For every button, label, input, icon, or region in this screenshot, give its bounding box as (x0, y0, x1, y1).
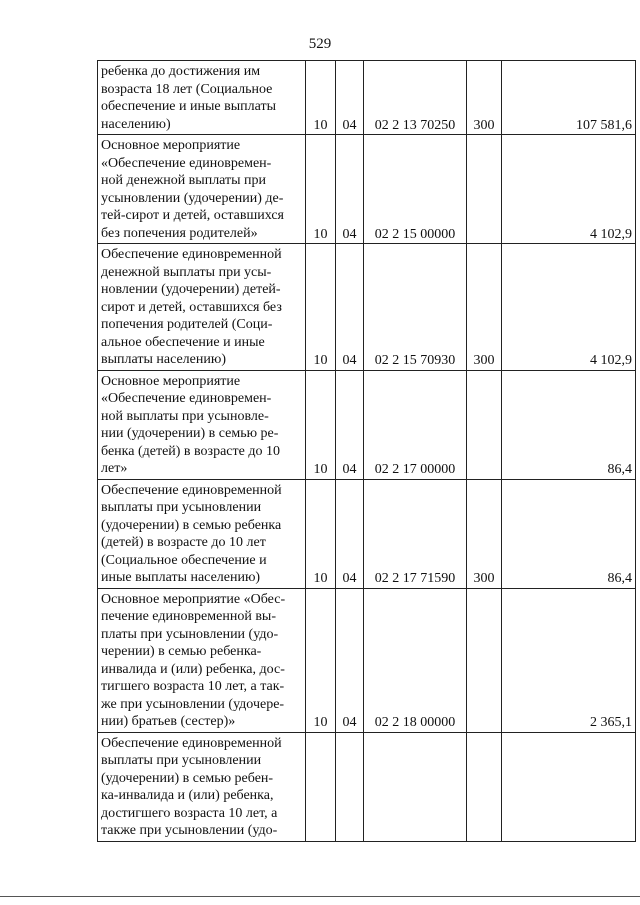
row-name-line: выплаты населению) (101, 352, 226, 367)
subsection-code-cell (336, 732, 364, 841)
row-name-cell (98, 244, 306, 371)
row-name-line: (удочерении) в семью ребенка (101, 517, 282, 533)
subsection-code-cell: 04 (336, 61, 364, 135)
row-name-line: (детей) в возрасте до 10 лет (101, 535, 266, 550)
expense-type-cell: 300 (467, 61, 502, 135)
row-name-line: платы при усыновлении (удо- (101, 626, 279, 642)
target-article-cell (364, 732, 467, 841)
amount-cell: 2 365,1 (502, 588, 636, 732)
row-name-line: ной денежной выплаты при (101, 173, 267, 188)
row-name-line: (удочерении) в семью ребен- (101, 770, 274, 786)
row-name-cell (98, 370, 306, 479)
target-article-cell: 02 2 17 71590 (364, 479, 467, 588)
row-name-line: достигшего возраста 10 лет, а (101, 805, 278, 821)
expense-type-cell: 300 (467, 244, 502, 371)
section-code-cell: 10 (306, 370, 336, 479)
row-name-cell (98, 61, 306, 135)
expense-type-cell (467, 135, 502, 244)
row-name-line: нии) братьев (сестер)» (101, 714, 236, 729)
table-row (98, 135, 636, 244)
amount-cell: 107 581,6 (502, 61, 636, 135)
subsection-code-cell: 04 (336, 370, 364, 479)
section-code-cell: 10 (306, 244, 336, 371)
row-name-cell (98, 479, 306, 588)
row-name-line: (Социальное обеспечение и (101, 552, 267, 568)
target-article-cell: 02 2 15 00000 (364, 135, 467, 244)
amount-cell: 86,4 (502, 479, 636, 588)
row-name-line: денежной выплаты при усы- (101, 264, 272, 280)
row-name-line: лет» (101, 461, 128, 476)
row-name-line: нии (удочерении) в семью ре- (101, 426, 279, 441)
row-name-line: выплаты при усыновлении (101, 500, 262, 515)
row-name-line: Основное мероприятие «Обес- (101, 591, 286, 607)
row-name-line: ной выплаты при усыновле- (101, 408, 269, 424)
target-article-cell: 02 2 13 70250 (364, 61, 467, 135)
row-name-cell (98, 588, 306, 732)
row-name-line: Обеспечение единовременной (101, 482, 282, 498)
footer-rule (0, 896, 640, 897)
table-row (98, 244, 636, 371)
row-name-line: Обеспечение единовременной (101, 735, 282, 751)
section-code-cell: 10 (306, 135, 336, 244)
row-name-line: новлении (удочерении) детей- (101, 282, 281, 297)
target-article-cell: 02 2 18 00000 (364, 588, 467, 732)
subsection-code-cell: 04 (336, 588, 364, 732)
table-row (98, 732, 636, 841)
row-name-line: усыновлении (удочерении) де- (101, 190, 284, 206)
table-row (98, 588, 636, 732)
subsection-code-cell: 04 (336, 135, 364, 244)
row-name-line: возраста 18 лет (Социальное (101, 81, 273, 97)
section-code-cell: 10 (306, 588, 336, 732)
amount-cell: 86,4 (502, 370, 636, 479)
row-name-line: населению) (101, 116, 171, 132)
row-name-line: тигшего возраста 10 лет, а так- (101, 679, 285, 694)
row-name-line: «Обеспечение единовремен- (101, 155, 272, 171)
expense-type-cell (467, 732, 502, 841)
section-code-cell (306, 732, 336, 841)
row-name-line: попечения родителей (Соци- (101, 317, 273, 332)
page-number: 529 (308, 36, 332, 52)
table-row (98, 370, 636, 479)
row-name-line: иные выплаты населению) (101, 570, 261, 585)
row-name-line: же при усыновлении (удочере- (101, 696, 285, 712)
target-article-cell: 02 2 17 00000 (364, 370, 467, 479)
expense-type-cell (467, 588, 502, 732)
row-name-line: черении) в семью ребенка- (101, 644, 262, 659)
row-name-line: «Обеспечение единовремен- (101, 391, 272, 406)
section-code-cell: 10 (306, 479, 336, 588)
row-name-line: без попечения родителей» (101, 225, 258, 241)
amount-cell: 4 102,9 (502, 135, 636, 244)
row-name-line: обеспечение и иные выплаты (101, 99, 276, 114)
row-name-line: Обеспечение единовременной (101, 247, 282, 262)
row-name-line: ка-инвалида и (или) ребенка, (101, 788, 274, 803)
row-name-line: альное обеспечение и иные (101, 334, 265, 350)
row-name-line: бенка (детей) в возрасте до 10 (101, 443, 280, 459)
table-row (98, 61, 636, 135)
subsection-code-cell: 04 (336, 479, 364, 588)
row-name-line: печение единовременной вы- (101, 609, 276, 624)
row-name-line: Основное мероприятие (101, 373, 241, 389)
row-name-line: сирот и детей, оставшихся без (101, 299, 282, 315)
subsection-code-cell: 04 (336, 244, 364, 371)
table-body (98, 61, 636, 842)
table-row (98, 479, 636, 588)
budget-table (97, 60, 636, 842)
target-article-cell: 02 2 15 70930 (364, 244, 467, 371)
expense-type-cell (467, 370, 502, 479)
row-name-cell (98, 732, 306, 841)
expense-type-cell: 300 (467, 479, 502, 588)
row-name-line: тей-сирот и детей, оставшихся (101, 208, 284, 223)
row-name-line: также при усыновлении (удо- (101, 823, 278, 838)
row-name-line: ребенка до достижения им (101, 64, 261, 79)
amount-cell: 4 102,9 (502, 244, 636, 371)
amount-cell (502, 732, 636, 841)
row-name-line: инвалида и (или) ребенка, дос- (101, 661, 285, 677)
row-name-line: выплаты при усыновлении (101, 753, 262, 768)
row-name-cell (98, 135, 306, 244)
section-code-cell: 10 (306, 61, 336, 135)
row-name-line: Основное мероприятие (101, 138, 241, 153)
